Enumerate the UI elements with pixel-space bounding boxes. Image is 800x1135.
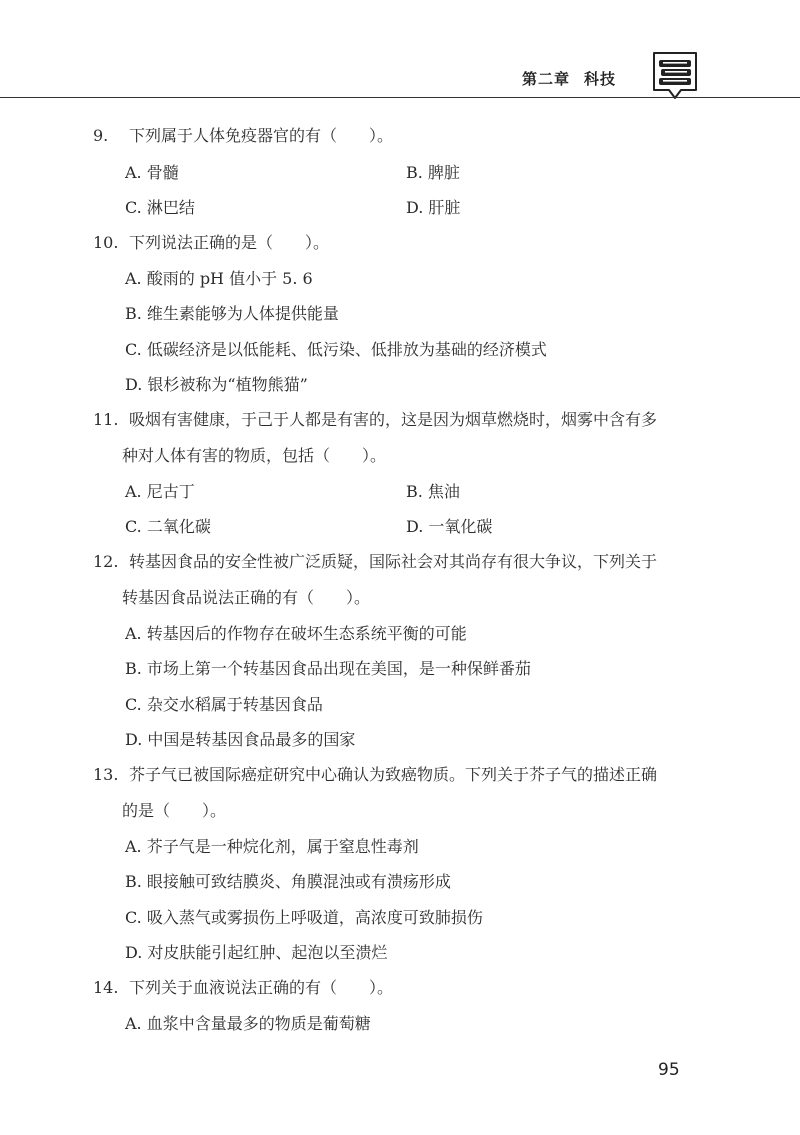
question-number: 11.	[93, 410, 119, 429]
question-9-option-b: B. 脾脏	[406, 163, 460, 182]
question-11-option-a: A. 尼古丁	[125, 482, 195, 501]
question-number: 12.	[93, 552, 119, 571]
question-12-option-c: C. 杂交水稻属于转基因食品	[125, 695, 323, 714]
question-10-stem	[93, 233, 329, 253]
question-13-option-b: B. 眼接触可致结膜炎、角膜混浊或有溃疡形成	[125, 872, 451, 891]
question-10-option-d: D. 银杉被称为“植物熊猫”	[125, 375, 308, 394]
question-number: 9.	[93, 126, 109, 145]
question-9-stem	[93, 126, 393, 146]
chapter-label: 第二章	[522, 70, 571, 88]
question-13-stem-continued: 的是（ ）。	[122, 801, 227, 820]
question-12-option-d: D. 中国是转基因食品最多的国家	[125, 730, 356, 749]
question-13-option-d: D. 对皮肤能引起红肿、起泡以至溃烂	[125, 943, 388, 962]
question-10-option-a: A. 酸雨的 pH 值小于 5. 6	[125, 269, 313, 288]
question-10-option-b: B. 维生素能够为人体提供能量	[125, 304, 339, 323]
question-text: 下列说法正确的是（ ）。	[129, 233, 330, 252]
question-14-option-a: A. 血浆中含量最多的物质是葡萄糖	[125, 1014, 371, 1033]
question-12-option-b: B. 市场上第一个转基因食品出现在美国，是一种保鲜番茄	[125, 659, 531, 678]
question-11-option-b: B. 焦油	[406, 482, 460, 501]
question-text: 转基因食品的安全性被广泛质疑，国际社会对其尚存有很大争议，下列关于	[129, 552, 658, 571]
question-13-option-c: C. 吸入蒸气或雾损伤上呼吸道，高浓度可致肺损伤	[125, 908, 483, 927]
question-text: 芥子气已被国际癌症研究中心确认为致癌物质。下列关于芥子气的描述正确	[129, 765, 658, 784]
question-9-option-d: D. 肝脏	[406, 198, 461, 217]
question-10-option-c: C. 低碳经济是以低能耗、低污染、低排放为基础的经济模式	[125, 340, 547, 359]
question-11-stem	[93, 410, 657, 430]
question-text: 下列属于人体免疫器官的有（ ）。	[129, 126, 394, 145]
question-number: 10.	[93, 233, 119, 252]
question-text: 吸烟有害健康，于己于人都是有害的，这是因为烟草燃烧时，烟雾中含有多	[129, 410, 658, 429]
question-11-stem-continued: 种对人体有害的物质，包括（ ）。	[122, 446, 387, 465]
page-number: 95	[658, 1060, 680, 1080]
question-12-stem-continued: 转基因食品说法正确的有（ ）。	[122, 588, 371, 607]
question-13-option-a: A. 芥子气是一种烷化剂，属于窒息性毒剂	[125, 837, 419, 856]
question-13-stem	[93, 765, 657, 785]
question-12-option-a: A. 转基因后的作物存在破坏生态系统平衡的可能	[125, 624, 467, 643]
question-12-stem	[93, 552, 657, 572]
question-text: 下列关于血液说法正确的有（ ）。	[129, 978, 394, 997]
question-9-option-c: C. 淋巴结	[125, 198, 195, 217]
question-14-stem	[93, 978, 393, 998]
question-11-option-c: C. 二氧化碳	[125, 517, 211, 536]
question-number: 14.	[93, 978, 119, 997]
question-11-option-d: D. 一氧化碳	[406, 517, 493, 536]
chapter-topic: 科技	[584, 70, 617, 88]
question-number: 13.	[93, 765, 119, 784]
question-9-option-a: A. 骨髓	[125, 163, 179, 182]
